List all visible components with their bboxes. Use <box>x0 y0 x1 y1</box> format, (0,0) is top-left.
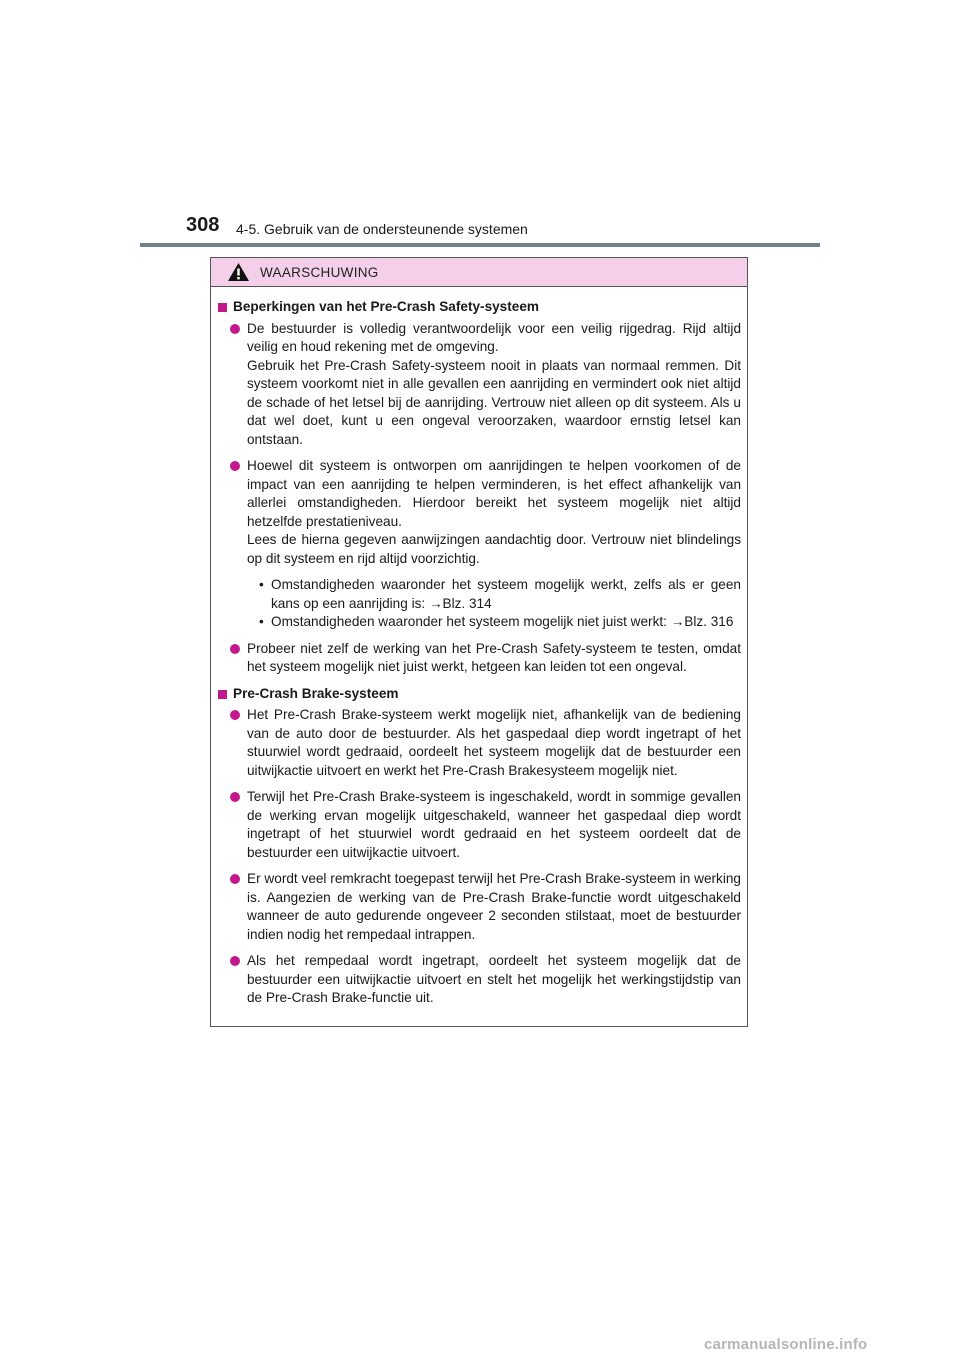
list-item <box>216 457 741 632</box>
round-bullet-icon <box>230 956 240 966</box>
list-item <box>216 320 741 450</box>
sub-list-item: • Omstandigheden waaronder het systeem mogelijk niet juist werkt: →Blz. 316 <box>247 613 741 632</box>
paragraph: De bestuurder is volledig verantwoordelijk voor een veilig rijgedrag. Rijd altijd veilig en houd rekening met de omgeving. <box>247 320 741 354</box>
paragraph: Er wordt veel remkracht toegepast terwijl het Pre-Crash Brake-systeem in werking is. Aangezien de werking van de Pre-Crash Brake-functie wordt uitgeschakeld wanneer de auto gedurende ongeveer 2 seconden stilstaat, moet de bestuurder indien nodig het rempedaal intrappen. <box>247 871 741 942</box>
paragraph: Hoewel dit systeem is ontworpen om aanrijdingen te helpen voorkomen of de impact van een aanrijding te helpen verminderen, is het effect afhankelijk van allerlei omstandigheden. Hierdoor bereikt het systeem mogelijk niet altijd hetzelfde prestatieniveau. <box>247 458 741 529</box>
paragraph: Lees de hierna gegeven aanwijzingen aandachtig door. Vertrouw niet blindelings op dit systeem en rijd altijd voorzichtig. <box>247 532 741 566</box>
header-rule <box>140 243 820 247</box>
square-bullet-icon <box>218 690 227 699</box>
warning-content <box>211 287 747 1008</box>
list-item <box>216 952 741 1008</box>
warning-triangle-icon <box>227 262 250 282</box>
warning-title: WAARSCHUWING <box>260 264 379 280</box>
page-number: 308 <box>186 214 220 236</box>
round-bullet-icon <box>230 324 240 334</box>
list-item <box>216 788 741 862</box>
small-bullet-icon: • <box>259 577 264 592</box>
paragraph: Het Pre-Crash Brake-systeem werkt mogelijk niet, afhankelijk van de bediening van de auto door de bestuurder. Als het gaspedaal diep wordt ingetrapt of het stuurwiel wordt gedraaid, oordeelt het systeem mogelijk dat de bestuurder een uitwijkactie uitvoert en werkt het Pre-Crash Brakesysteem mogelijk niet. <box>247 707 741 778</box>
section-title: 4-5. Gebruik van de ondersteunende systemen <box>236 221 528 237</box>
round-bullet-icon <box>230 874 240 884</box>
paragraph: Terwijl het Pre-Crash Brake-systeem is ingeschakeld, wordt in sommige gevallen de werking ervan mogelijk uitgeschakeld, wanneer het gaspedaal diep wordt ingetrapt of het stuurwiel wordt gedraaid en het systeem oordeelt dat de bestuurder een uitwijkactie uitvoert. <box>247 789 741 860</box>
sub-list-item: • Omstandigheden waaronder het systeem mogelijk werkt, zelfs als er geen kans op een aanrijding is: →Blz. 314 <box>247 576 741 613</box>
watermark: carmanualsonline.info <box>704 1336 868 1353</box>
list-item <box>216 706 741 780</box>
paragraph: Als het rempedaal wordt ingetrapt, oordeelt het systeem mogelijk dat de bestuurder een uitwijkactie uitvoert en stelt het mogelijk het werkingstijdstip van de Pre-Crash Brake-functie uit. <box>247 953 741 1005</box>
round-bullet-icon <box>230 461 240 471</box>
list-item <box>216 870 741 944</box>
round-bullet-icon <box>230 792 240 802</box>
small-bullet-icon: • <box>259 614 264 629</box>
warning-header <box>211 258 747 287</box>
round-bullet-icon <box>230 710 240 720</box>
paragraph: Probeer niet zelf de werking van het Pre-Crash Safety-systeem te testen, omdat het systeem mogelijk niet juist werkt, hetgeen kan leiden tot een ongeval. <box>247 640 741 674</box>
round-bullet-icon <box>230 644 240 654</box>
section-heading: Beperkingen van het Pre-Crash Safety-systeem <box>216 298 741 317</box>
section-heading: Pre-Crash Brake-systeem <box>216 685 741 704</box>
warning-box <box>210 257 748 1027</box>
paragraph: Gebruik het Pre-Crash Safety-systeem nooit in plaats van normaal remmen. Dit systeem voorkomt niet in alle gevallen een aanrijding en vermindert ook niet altijd de schade of het letsel bij de aanrijding. Vertrouw niet alleen op dit systeem. Als u dat wel doet, kunt u een ongeval veroorzaken, waardoor ernstig letsel kan ontstaan. <box>247 357 741 447</box>
list-item <box>216 640 741 677</box>
square-bullet-icon <box>218 303 227 312</box>
